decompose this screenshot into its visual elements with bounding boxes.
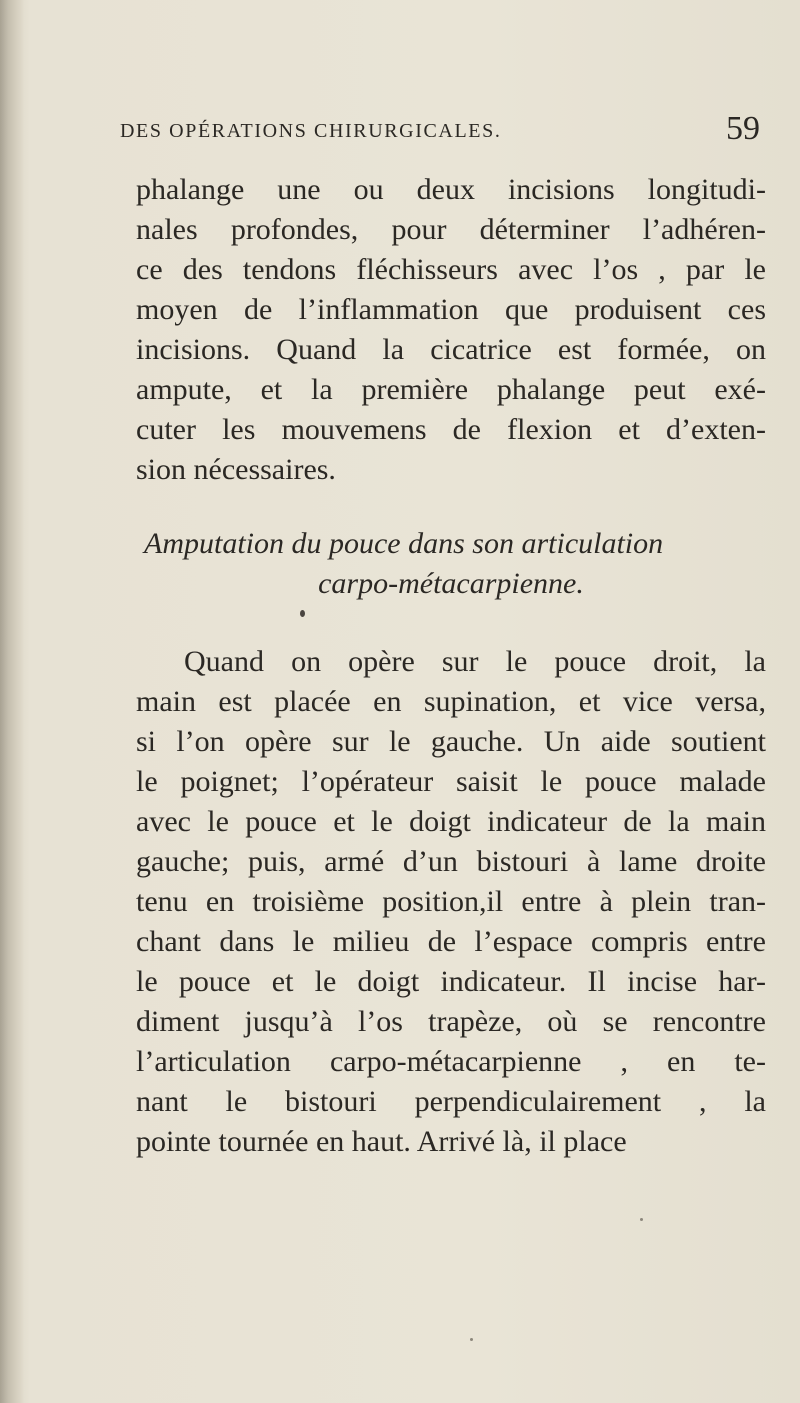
ornament-dot	[136, 604, 766, 628]
text-line: nant le bistouri perpendiculairement , la	[136, 1085, 766, 1118]
text-line: gauche; puis, armé d’un bistouri à lame droite	[136, 845, 766, 878]
text-line: phalange une ou deux incisions longitudi-	[136, 173, 766, 206]
text-line: si l’on opère sur le gauche. Un aide soutient	[136, 725, 766, 758]
running-head: DES OPÉRATIONS CHIRURGICALES.	[120, 120, 502, 142]
text-line: cuter les mouvemens de flexion et d’exten-	[136, 413, 766, 446]
section-heading	[136, 524, 766, 604]
text-line: chant dans le milieu de l’espace compris entre	[136, 925, 766, 958]
text-line: nales profondes, pour déterminer l’adhéren-	[136, 213, 766, 246]
text-line: diment jusqu’à l’os trapèze, où se rencontre	[136, 1005, 766, 1038]
page-body	[136, 170, 766, 1162]
paper-speck	[640, 1218, 643, 1221]
text-line: moyen de l’inflammation que produisent ces	[136, 293, 766, 326]
text-line: sion nécessaires.	[136, 453, 336, 486]
text-line: avec le pouce et le doigt indicateur de la main	[136, 805, 766, 838]
text-line: Quand on opère sur le pouce droit, la	[184, 645, 766, 678]
text-line: le pouce et le doigt indicateur. Il incise har-	[136, 965, 766, 998]
text-line: ce des tendons fléchisseurs avec l’os , par le	[136, 253, 766, 286]
paragraph	[136, 642, 766, 1162]
text-line: l’articulation carpo-métacarpienne , en te-	[136, 1045, 766, 1078]
text-line: le poignet; l’opérateur saisit le pouce malade	[136, 765, 766, 798]
text-line: pointe tournée en haut. Arrivé là, il place	[136, 1125, 627, 1158]
paper-speck	[470, 1338, 473, 1341]
ink-dot	[300, 610, 305, 617]
page-header	[120, 110, 760, 160]
text-line: ampute, et la première phalange peut exé-	[136, 373, 766, 406]
paragraph-continued	[136, 170, 766, 490]
page-number: 59	[726, 110, 760, 147]
text-line: main est placée en supination, et vice versa,	[136, 685, 766, 718]
page-binding-shadow	[0, 0, 24, 1403]
text-line: incisions. Quand la cicatrice est formée, on	[136, 333, 766, 366]
section-heading-line: Amputation du pouce dans son articulation	[144, 527, 664, 560]
text-line: tenu en troisième position,il entre à plein tran-	[136, 885, 766, 918]
section-heading-line: carpo-métacarpienne.	[318, 567, 584, 600]
